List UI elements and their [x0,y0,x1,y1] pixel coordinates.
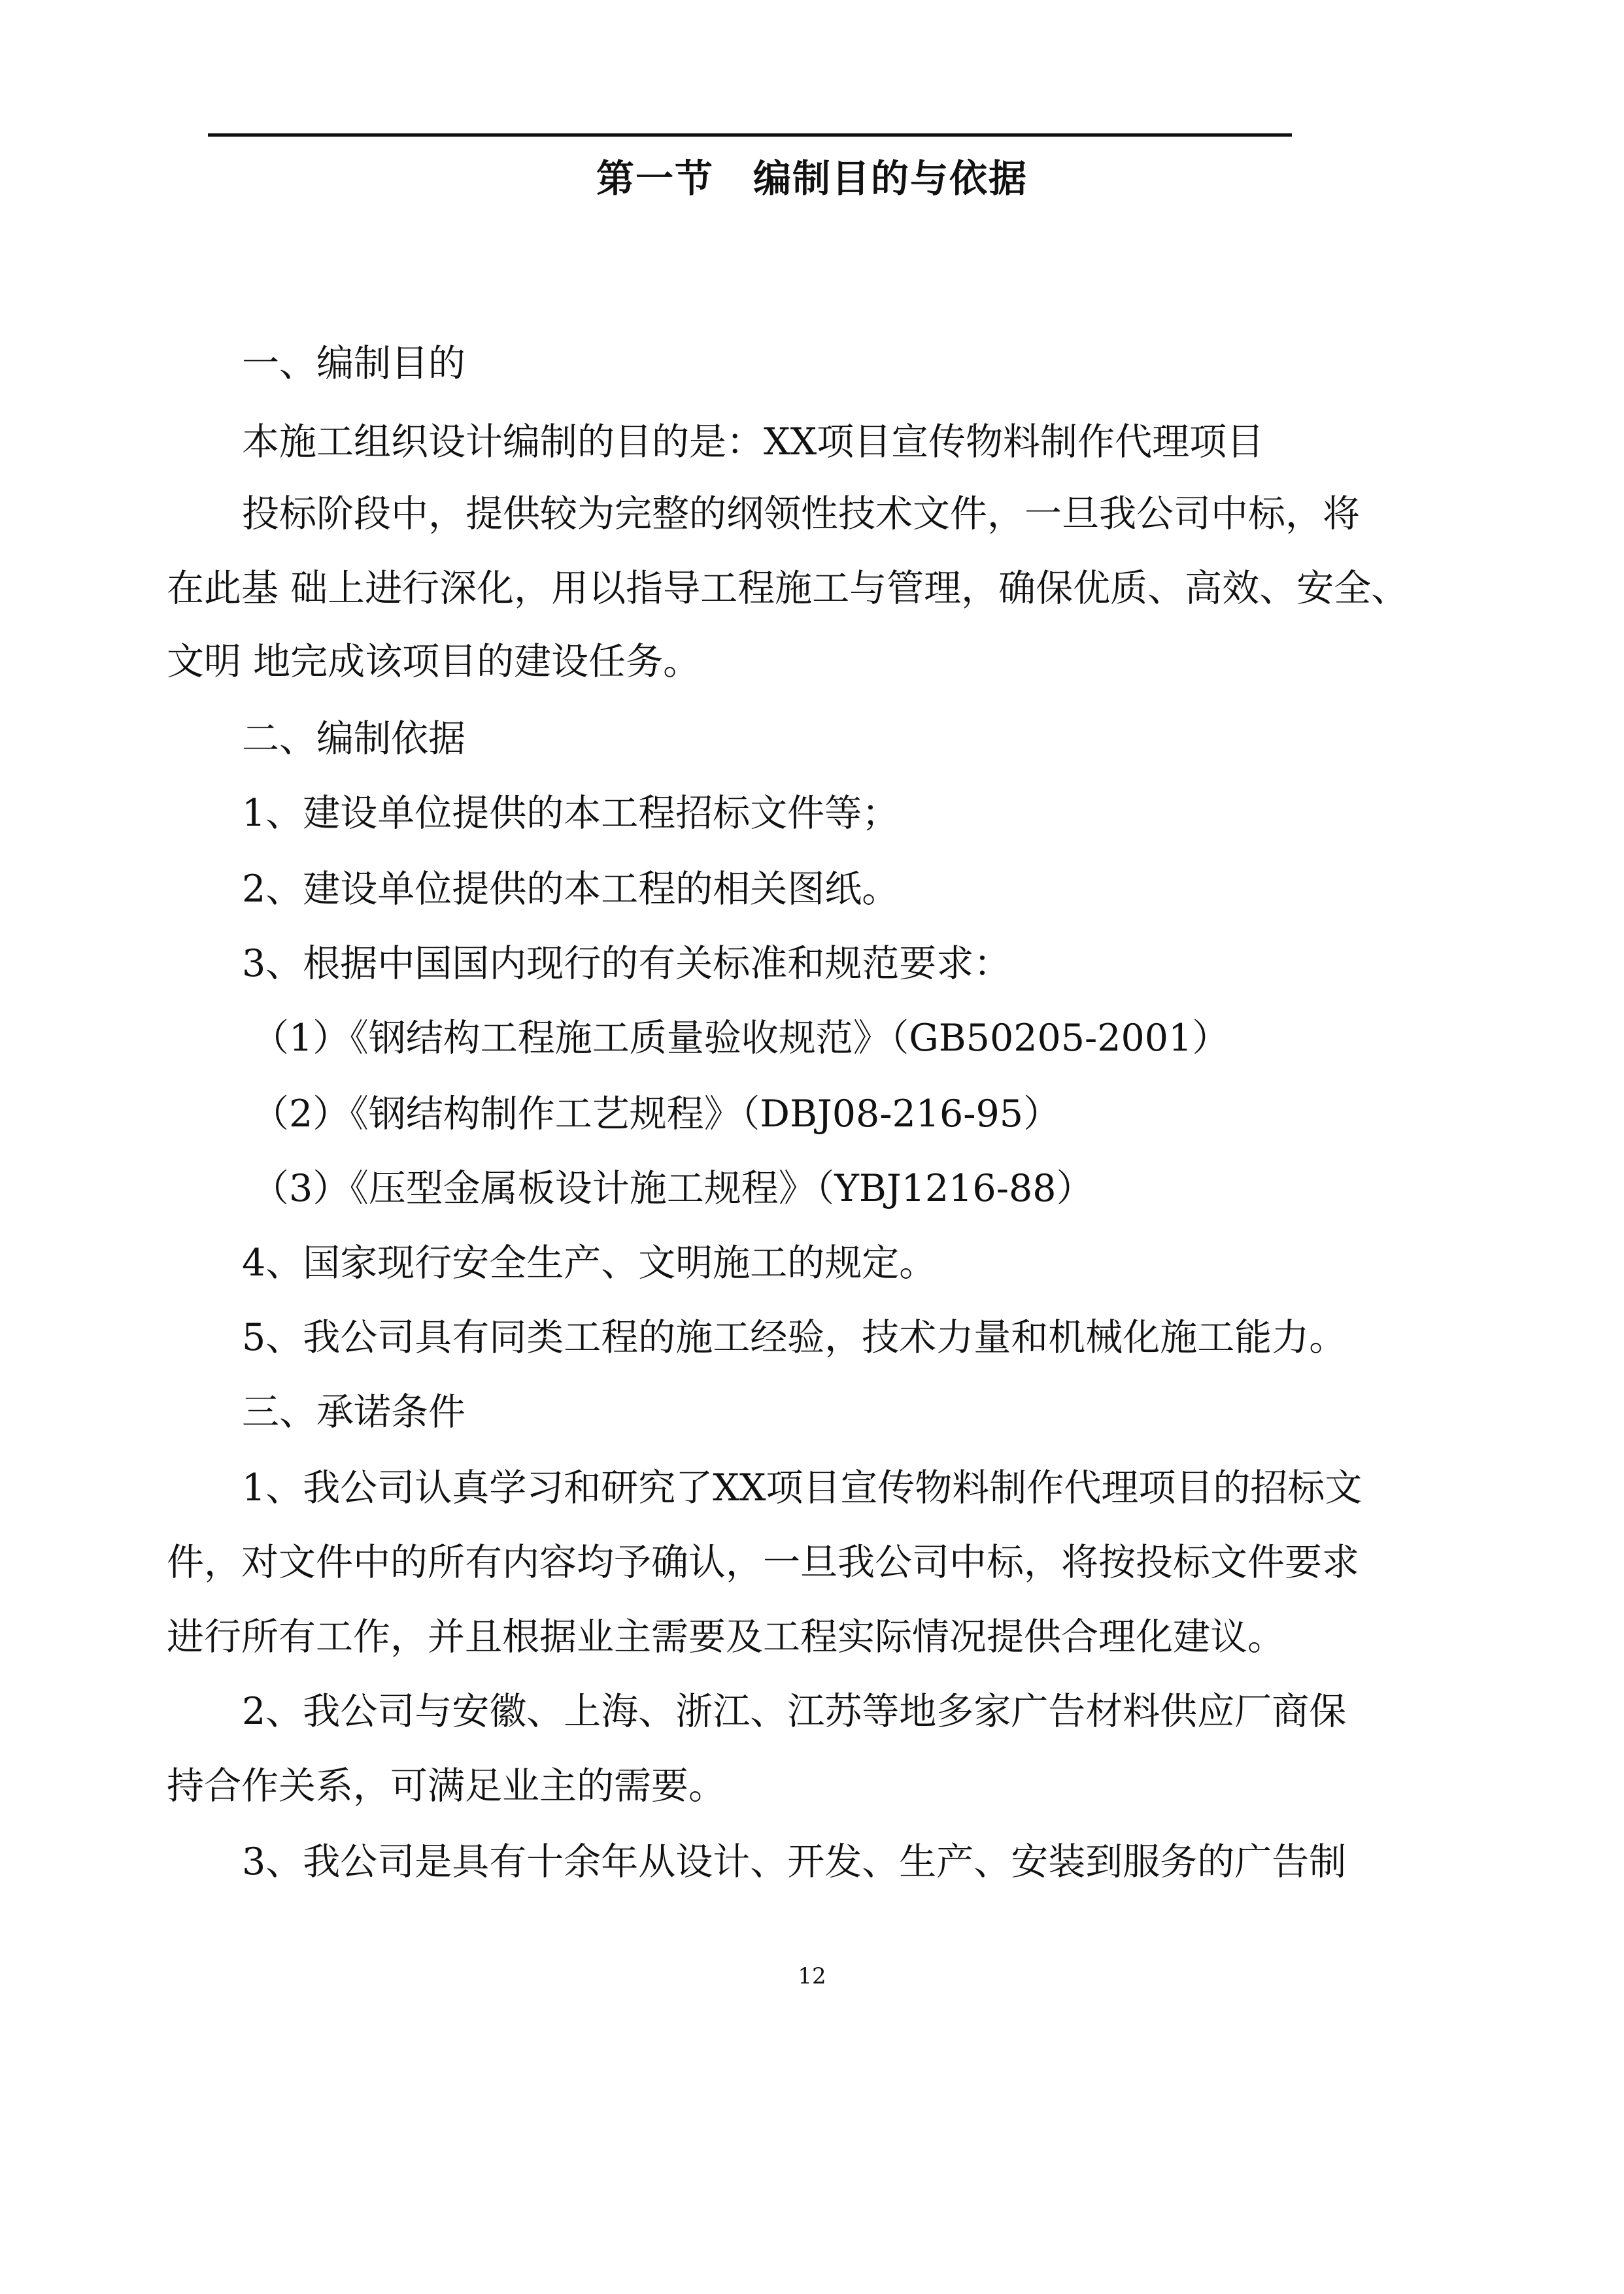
list-item: 3、根据中国国内现行的有关标准和规范要求： [242,942,1011,985]
paragraph-line: 件，对文件中的所有内容均予确认，一旦我公司中标，将按投标文件要求 [167,1541,1359,1584]
page-number: 12 [798,1963,826,1989]
paragraph-line: 1、我公司认真学习和研究了XX项目宣传物料制作代理项目的招标文 [242,1466,1362,1510]
standard-item: （1）《钢结构工程施工质量验收规范》（GB50205-2001） [252,1017,1230,1060]
paragraph-line: 在此基 础上进行深化，用以指导工程施工与管理，确保优质、高效、安全、 [167,567,1409,610]
paragraph-line: 投标阶段中，提供较为完整的纲领性技术文件，一旦我公司中标，将 [242,492,1360,535]
heading-commitment: 三、承诺条件 [242,1391,465,1434]
list-item: 2、建设单位提供的本工程的相关图纸。 [242,868,900,911]
paragraph-line: 文明 地完成该项目的建设任务。 [167,640,701,683]
standard-item: （2）《钢结构制作工艺规程》（DBJ08-216-95） [252,1092,1061,1136]
paragraph-line: 3、我公司是具有十余年从设计、开发、生产、安装到服务的广告制 [242,1840,1347,1883]
standard-item: （3）《压型金属板设计施工规程》（YBJ1216-88） [252,1167,1094,1210]
paragraph-line: 2、我公司与安徽、上海、浙江、江苏等地多家广告材料供应厂商保 [242,1690,1347,1733]
paragraph-line: 持合作关系，可满足业主的需要。 [167,1764,726,1808]
list-item: 5、我公司具有同类工程的施工经验，技术力量和机械化施工能力。 [242,1316,1347,1359]
header-rule [208,133,1292,137]
paragraph-line: 本施工组织设计编制的目的是：XX项目宣传物料制作代理项目 [242,420,1264,464]
paragraph-line: 进行所有工作，并且根据业主需要及工程实际情况提供合理化建议。 [167,1615,1285,1659]
list-item: 4、国家现行安全生产、文明施工的规定。 [242,1241,937,1285]
list-item: 1、建设单位提供的本工程招标文件等； [242,792,900,835]
section-title: 第一节 编制目的与依据 [596,156,1028,201]
heading-basis: 二、编制依据 [242,717,465,760]
heading-purpose: 一、编制目的 [242,342,465,385]
